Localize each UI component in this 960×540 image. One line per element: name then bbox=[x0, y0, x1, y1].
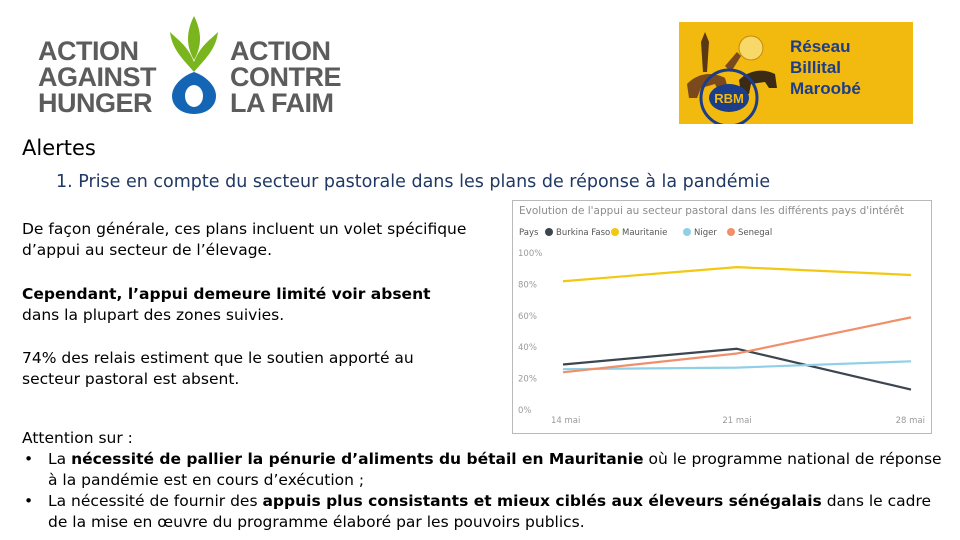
y-tick-label: 80% bbox=[518, 280, 537, 291]
rbm-name-line: Maroobé bbox=[790, 79, 861, 98]
chart-canvas bbox=[513, 201, 931, 433]
legend-swatch bbox=[683, 228, 691, 236]
attention-heading: Attention sur : bbox=[22, 429, 133, 447]
page-title: Alertes bbox=[22, 136, 96, 160]
attention-list bbox=[22, 449, 942, 533]
bullet-marker: • bbox=[24, 492, 34, 510]
acf-plant-drop-icon bbox=[164, 10, 224, 114]
logo-word: LA FAIM bbox=[230, 88, 334, 118]
y-tick-label: 0% bbox=[518, 406, 532, 416]
legend-label: Niger bbox=[694, 228, 717, 238]
x-tick-label: 21 mai bbox=[722, 416, 752, 426]
legend-label: Senegal bbox=[738, 228, 773, 238]
rbm-badge-label: RBM bbox=[714, 91, 744, 106]
legend-swatch bbox=[545, 228, 553, 236]
x-tick-label: 14 mai bbox=[551, 416, 581, 426]
legend-title: Pays bbox=[519, 228, 539, 238]
y-tick-label: 20% bbox=[518, 374, 537, 385]
list-item-bold-text: appuis plus consistants et mieux ciblés aux éleveurs sénégalais bbox=[262, 492, 822, 510]
logo-word: ACTION bbox=[230, 36, 331, 66]
y-tick-label: 100% bbox=[518, 249, 543, 259]
legend-swatch bbox=[611, 228, 619, 236]
logo-word: AGAINST bbox=[38, 62, 156, 92]
paragraph-relays: 74% des relais estiment que le soutien apporté au secteur pastoral est absent. bbox=[22, 349, 414, 388]
series-line bbox=[563, 361, 911, 369]
bold-statement: Cependant, l’appui demeure limité voir absent bbox=[22, 285, 431, 303]
line-chart bbox=[512, 200, 932, 434]
x-tick-label: 28 mai bbox=[895, 416, 925, 426]
action-contre-la-faim-logo bbox=[36, 10, 342, 118]
logo-word: HUNGER bbox=[38, 88, 153, 118]
legend-label: Burkina Faso bbox=[556, 228, 611, 238]
rbm-name-line: Billital bbox=[790, 58, 842, 77]
bullet-marker: • bbox=[24, 450, 34, 468]
y-tick-label: 60% bbox=[518, 311, 537, 322]
logo-word: ACTION bbox=[38, 36, 139, 66]
reseau-billital-maroobe-logo bbox=[679, 22, 913, 124]
list-item-text: La bbox=[48, 450, 72, 468]
list-item-bold-text: nécessité de pallier la pénurie d’aliments du bétail en Mauritanie bbox=[71, 450, 644, 468]
legend-swatch bbox=[727, 228, 735, 236]
section-heading: 1. Prise en compte du secteur pastorale dans les plans de réponse à la pandémie bbox=[56, 172, 771, 192]
paragraph-text: dans la plupart des zones suivies. bbox=[22, 306, 285, 324]
rbm-name-line: Réseau bbox=[790, 37, 851, 56]
rbm-emblem-icon bbox=[679, 22, 789, 124]
paragraph-limited-support bbox=[22, 284, 472, 326]
attention-section bbox=[22, 428, 942, 533]
list-item bbox=[22, 449, 942, 491]
logo-word: CONTRE bbox=[230, 62, 341, 92]
paragraph-plans: De façon générale, ces plans incluent un volet spécifique d’appui au secteur de l’élevage. bbox=[22, 220, 467, 259]
rbm-name bbox=[790, 36, 861, 99]
list-item-text: où le programme national de réponse à la pandémie est en cours d’exécution ; bbox=[48, 450, 942, 489]
y-tick-label: 40% bbox=[518, 343, 537, 354]
legend-label: Mauritanie bbox=[622, 228, 668, 238]
list-item-text: La nécessité de fournir des bbox=[48, 492, 263, 510]
list-item bbox=[22, 491, 942, 533]
list-item-text: dans le cadre de la mise en œuvre du programme élaboré par les pouvoirs publics. bbox=[48, 492, 932, 531]
series-line bbox=[563, 267, 911, 281]
chart-title: Evolution de l'appui au secteur pastoral dans les différents pays d'intérêt bbox=[519, 205, 905, 217]
